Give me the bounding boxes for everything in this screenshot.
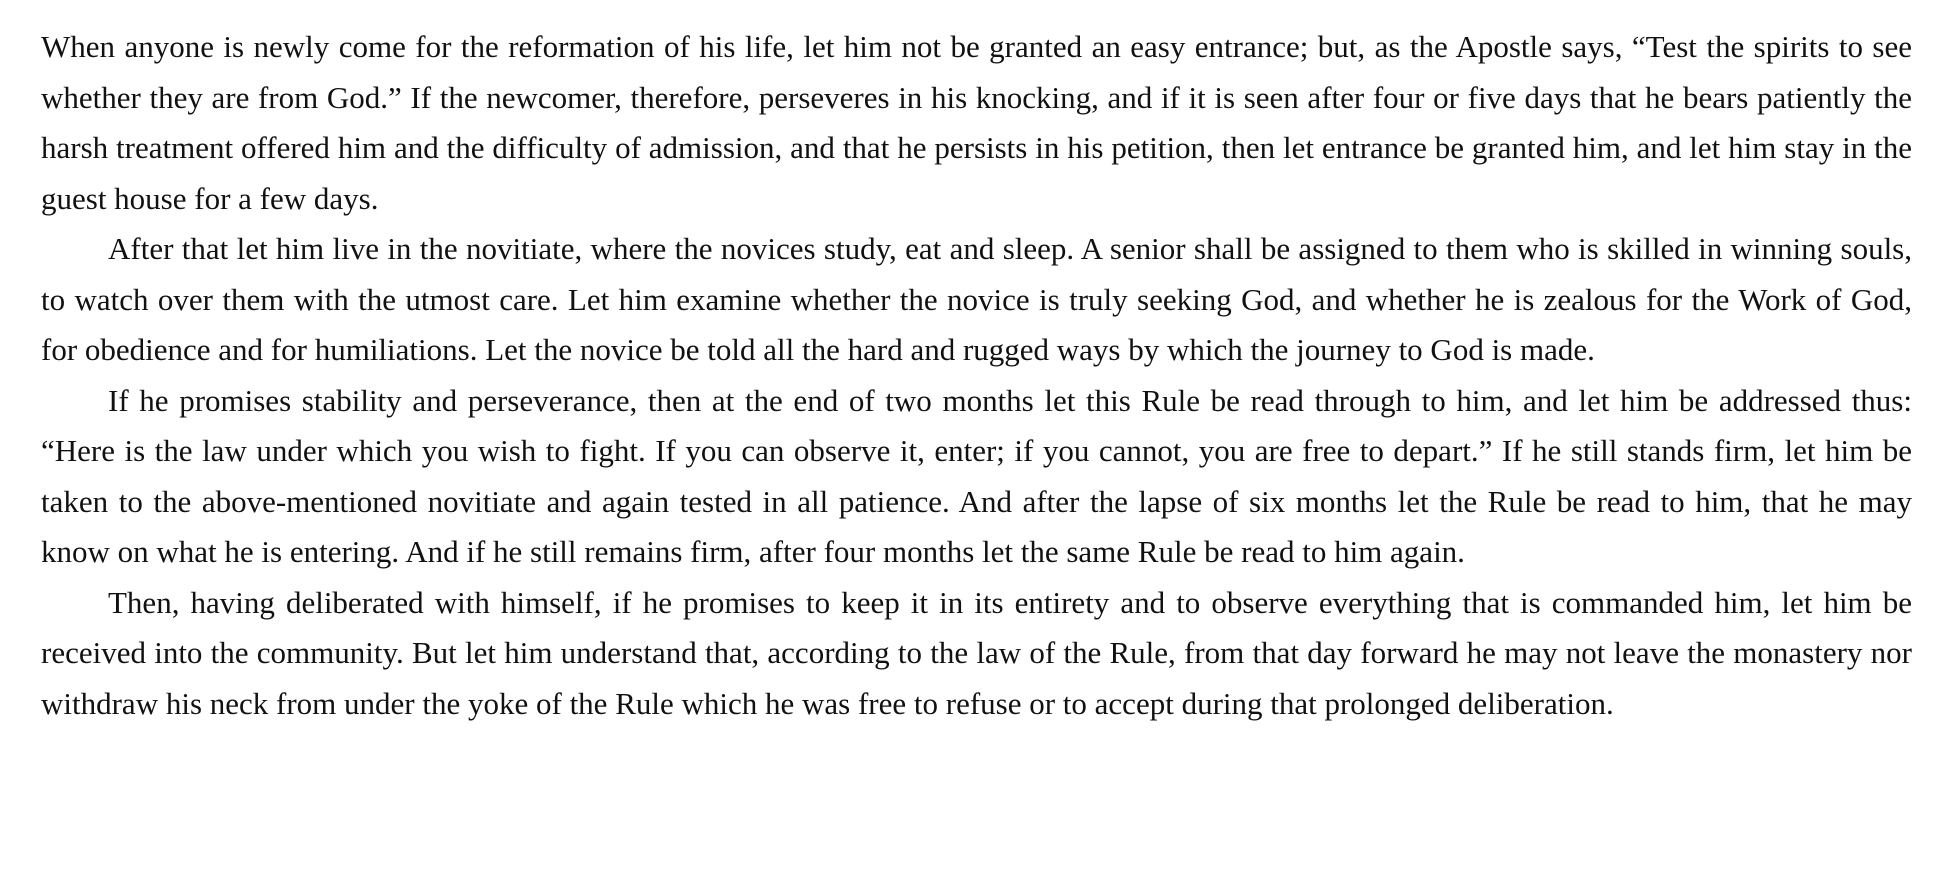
- paragraph-2: After that let him live in the novitiate, where the novices study, eat and sleep. A senior shall be assigned to them who is skilled in winning souls, to watch over them with the utmost care. Let him examine whether the novice is truly seeking God, and whether he is zealous for the Work of God, for obedience and for humiliations. Let the novice be told all the hard and rugged ways by which the journey to God is made.: [41, 231, 1912, 367]
- paragraph-1: When anyone is newly come for the reformation of his life, let him not be granted an easy entrance; but, as the Apostle says, “Test the spirits to see whether they are from God.” If the newcomer, therefore, perseveres in his knocking, and if it is seen after four or five days that he bears patiently the harsh treatment offered him and the difficulty of admission, and that he persists in his petition, then let entrance be granted him, and let him stay in the guest house for a few days.: [41, 29, 1912, 216]
- document-body: [41, 22, 1912, 729]
- paragraph-4: Then, having deliberated with himself, if he promises to keep it in its entirety and to observe everything that is commanded him, let him be received into the community. But let him understand that, according to the law of the Rule, from that day forward he may not leave the monastery nor withdraw his neck from under the yoke of the Rule which he was free to refuse or to accept during that prolonged deliberation.: [41, 584, 1912, 721]
- paragraph-3: If he promises stability and perseverance, then at the end of two months let this Rule be read through to him, and let him be addressed thus: “Here is the law under which you wish to fight. If you can observe it, enter; if you cannot, you are free to depart.” If he still stands firm, let him be taken to the above-mentioned novitiate and again tested in all patience. And after the lapse of six months let the Rule be read to him, that he may know on what he is entering. And if he still remains firm, after four months let the same Rule be read to him again.: [41, 382, 1912, 569]
